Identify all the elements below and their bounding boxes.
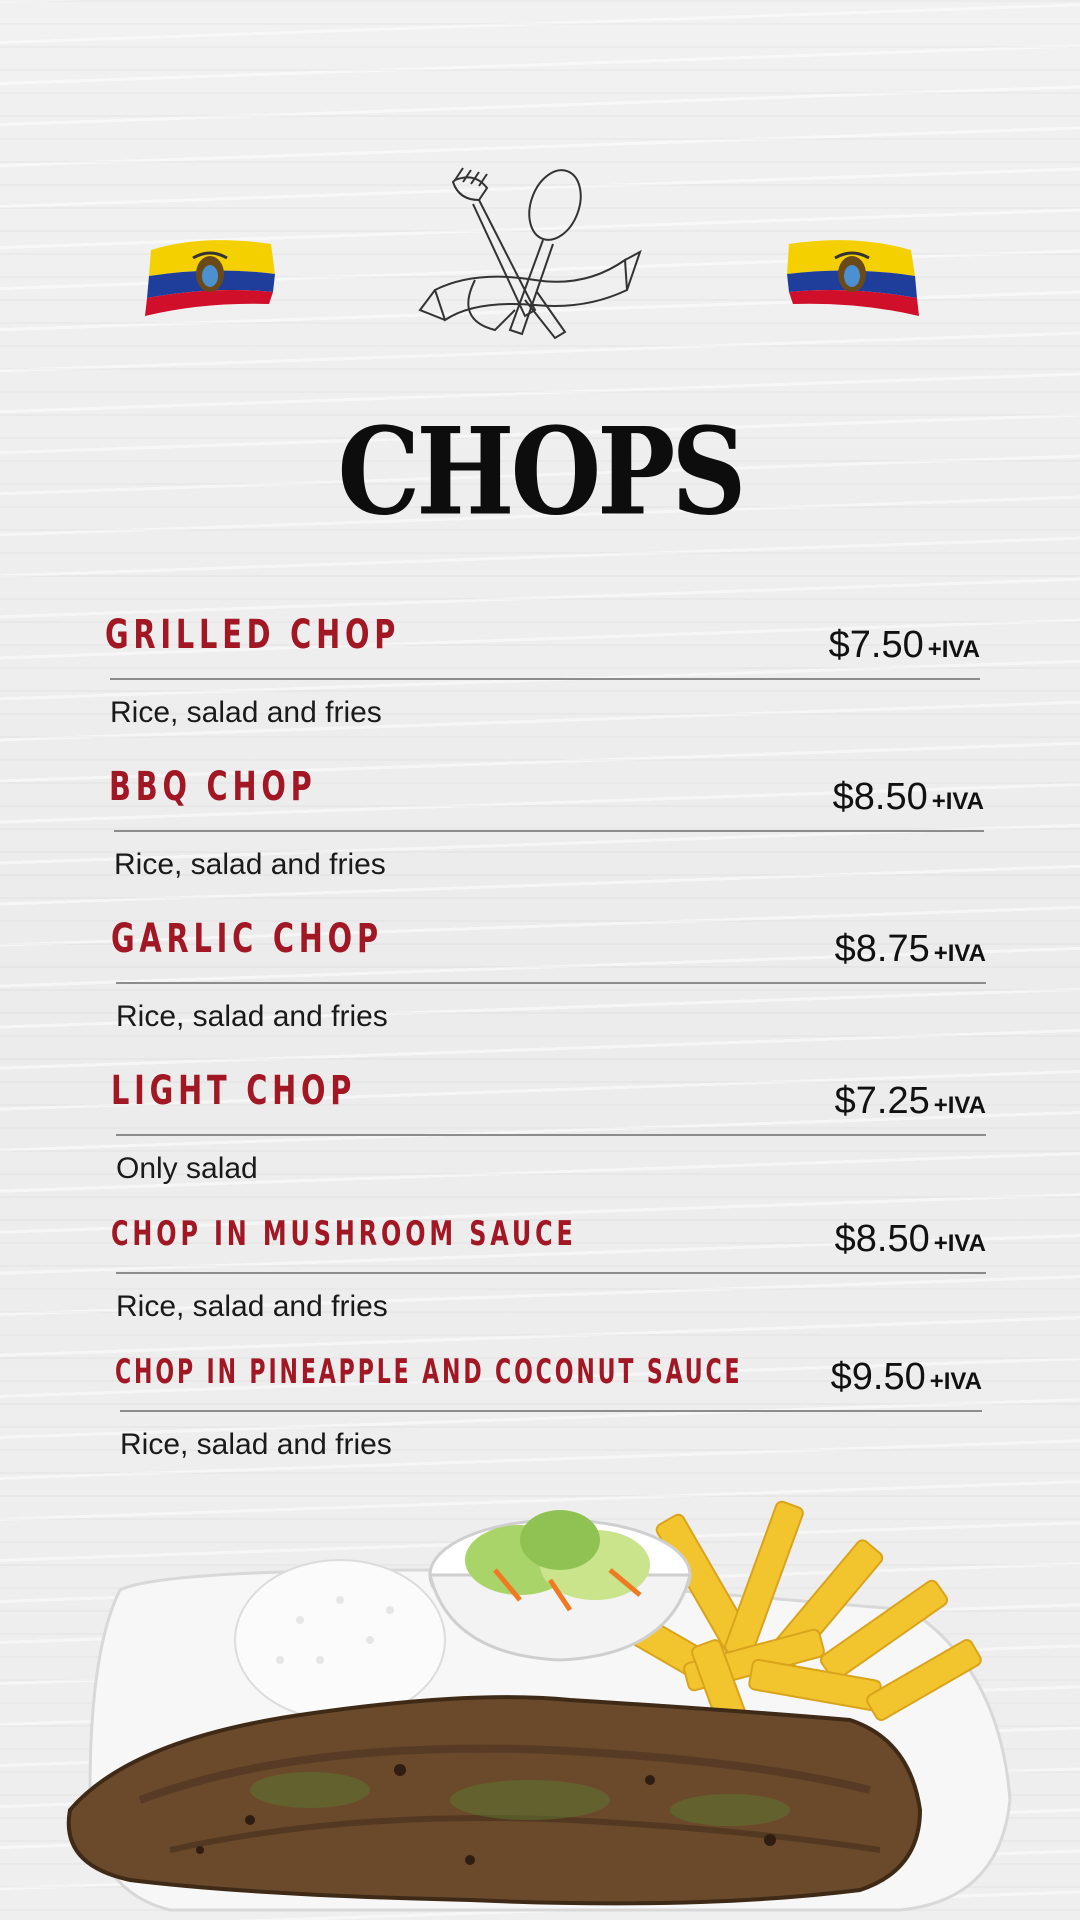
menu-item — [100, 612, 980, 762]
grilled-chop-plate-image — [50, 1470, 1030, 1920]
divider — [116, 982, 986, 984]
price-amount: $8.50 — [832, 776, 928, 818]
price-amount: $9.50 — [830, 1356, 926, 1398]
item-price — [835, 1218, 986, 1261]
item-price — [835, 1080, 986, 1123]
item-description: Rice, salad and fries — [116, 1000, 388, 1033]
price-amount: $7.50 — [828, 624, 924, 666]
divider — [116, 1134, 986, 1136]
price-amount: $8.50 — [834, 1218, 930, 1260]
menu-item — [106, 916, 986, 1066]
menu-item — [106, 1068, 986, 1218]
price-tax: +IVA — [931, 788, 984, 815]
price-tax: +IVA — [933, 940, 986, 967]
item-name: CHOP IN MUSHROOM SAUCE — [111, 1214, 577, 1254]
price-tax: +IVA — [927, 636, 980, 663]
item-description: Only salad — [116, 1152, 258, 1185]
menu-item — [106, 1206, 986, 1356]
item-price — [829, 624, 980, 667]
divider — [120, 1410, 982, 1412]
price-tax: +IVA — [929, 1368, 982, 1395]
item-description: Rice, salad and fries — [116, 1290, 388, 1323]
menu-item — [104, 764, 984, 914]
divider — [110, 678, 980, 680]
ecuador-flag-icon — [143, 232, 278, 322]
item-name: LIGHT CHOP — [111, 1068, 357, 1114]
item-description: Rice, salad and fries — [114, 848, 386, 881]
divider — [114, 830, 984, 832]
item-name: GARLIC CHOP — [111, 916, 383, 962]
item-price — [833, 776, 984, 819]
item-name: GRILLED CHOP — [105, 612, 401, 658]
item-name: BBQ CHOP — [109, 764, 317, 810]
fork-spoon-knife-banner-icon — [415, 160, 645, 350]
price-amount: $8.75 — [834, 928, 930, 970]
price-tax: +IVA — [933, 1092, 986, 1119]
item-name: CHOP IN PINEAPPLE AND COCONUT SAUCE — [115, 1352, 743, 1392]
item-price — [831, 1356, 982, 1399]
price-amount: $7.25 — [834, 1080, 930, 1122]
item-price — [835, 928, 986, 971]
divider — [116, 1272, 986, 1274]
price-tax: +IVA — [933, 1230, 986, 1257]
page-title: CHOPS — [337, 400, 743, 543]
ecuador-flag-icon — [785, 232, 920, 322]
item-description: Rice, salad and fries — [120, 1428, 392, 1461]
item-description: Rice, salad and fries — [110, 696, 382, 729]
